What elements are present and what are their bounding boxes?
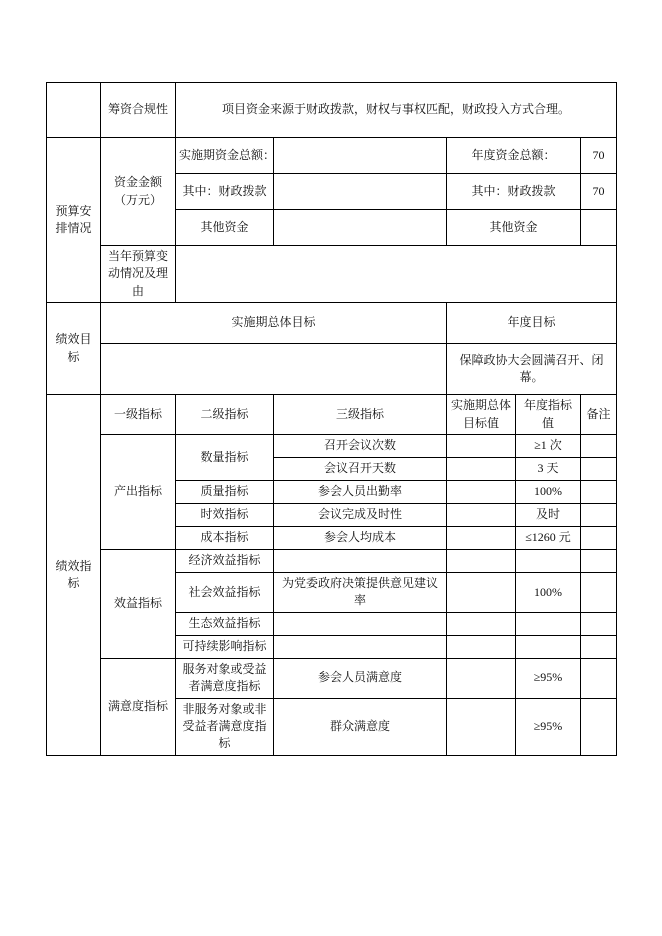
indicator-level2: 社会效益指标: [176, 572, 274, 612]
indicator-header-remark: 备注: [581, 395, 617, 435]
indicator-annual-target[interactable]: ≥95%: [516, 698, 581, 755]
indicator-level2: 数量指标: [176, 434, 274, 480]
indicator-annual-target[interactable]: [516, 635, 581, 658]
table-row-indicator: [47, 434, 617, 457]
performance-goal-annual-header: 年度目标: [447, 303, 617, 344]
indicator-level3: 会议召开天数: [274, 457, 447, 480]
budget-impl-total-label: 实施期资金总额：: [176, 138, 274, 174]
indicator-level1-output: 产出指标: [101, 434, 176, 549]
indicator-impl-target[interactable]: [447, 572, 516, 612]
indicator-level3: 参会人员出勤率: [274, 480, 447, 503]
performance-goal-impl-value[interactable]: [101, 344, 447, 395]
indicator-remark[interactable]: [581, 612, 617, 635]
indicator-level3: 参会人均成本: [274, 526, 447, 549]
indicator-level1-benefit: 效益指标: [101, 549, 176, 658]
indicator-level3: 为党委政府决策提供意见建议率: [274, 572, 447, 612]
indicator-impl-target[interactable]: [447, 635, 516, 658]
indicator-level3: [274, 549, 447, 572]
indicator-annual-target[interactable]: [516, 549, 581, 572]
budget-change-value[interactable]: [176, 246, 617, 303]
budget-annual-other-label: 其他资金: [447, 210, 581, 246]
indicator-annual-target[interactable]: 100%: [516, 572, 581, 612]
indicator-level1-satisfaction: 满意度指标: [101, 658, 176, 755]
indicator-level3: 参会人员满意度: [274, 658, 447, 698]
indicator-annual-target[interactable]: [516, 612, 581, 635]
performance-goal-table: [46, 82, 617, 756]
indicator-remark[interactable]: [581, 549, 617, 572]
indicator-remark[interactable]: [581, 658, 617, 698]
budget-annual-appropriation-value[interactable]: 70: [581, 174, 617, 210]
indicator-remark[interactable]: [581, 503, 617, 526]
budget-amount-label: 资金金额（万元）: [101, 138, 176, 246]
indicator-remark[interactable]: [581, 434, 617, 457]
indicator-annual-target[interactable]: 3 天: [516, 457, 581, 480]
budget-annual-total-label: 年度资金总额：: [447, 138, 581, 174]
budget-impl-total-value[interactable]: [274, 138, 447, 174]
table-row-indicator: [47, 658, 617, 698]
budget-impl-appropriation-label: 其中：财政拨款: [176, 174, 274, 210]
indicator-level2: 生态效益指标: [176, 612, 274, 635]
indicator-header-annual-target: 年度指标值: [516, 395, 581, 435]
budget-change-label: 当年预算变动情况及理由: [101, 246, 176, 303]
indicator-level2: 质量指标: [176, 480, 274, 503]
indicator-impl-target[interactable]: [447, 480, 516, 503]
indicator-impl-target[interactable]: [447, 698, 516, 755]
indicator-level3: 群众满意度: [274, 698, 447, 755]
empty-corner-cell: [47, 83, 101, 138]
table-row-goal-values: [47, 344, 617, 395]
indicator-header-level3: 三级指标: [274, 395, 447, 435]
indicator-annual-target[interactable]: 100%: [516, 480, 581, 503]
performance-goal-annual-value[interactable]: 保障政协大会圆满召开、闭幕。: [447, 344, 617, 395]
indicator-annual-target[interactable]: ≥95%: [516, 658, 581, 698]
indicator-level2: 服务对象或受益者满意度指标: [176, 658, 274, 698]
indicator-level2: 时效指标: [176, 503, 274, 526]
indicator-impl-target[interactable]: [447, 526, 516, 549]
indicator-remark[interactable]: [581, 698, 617, 755]
indicator-remark[interactable]: [581, 572, 617, 612]
budget-annual-appropriation-label: 其中：财政拨款: [447, 174, 581, 210]
indicator-impl-target[interactable]: [447, 612, 516, 635]
performance-goal-impl-header: 实施期总体目标: [101, 303, 447, 344]
budget-section-label: 预算安排情况: [47, 138, 101, 303]
indicator-level2: 成本指标: [176, 526, 274, 549]
indicator-impl-target[interactable]: [447, 434, 516, 457]
indicator-annual-target[interactable]: ≥1 次: [516, 434, 581, 457]
indicator-impl-target[interactable]: [447, 658, 516, 698]
indicator-level3: [274, 612, 447, 635]
budget-annual-other-value[interactable]: [581, 210, 617, 246]
indicators-section-label: 绩效指标: [47, 395, 101, 756]
budget-annual-total-value[interactable]: 70: [581, 138, 617, 174]
indicator-impl-target[interactable]: [447, 457, 516, 480]
indicator-level3: 召开会议次数: [274, 434, 447, 457]
indicator-impl-target[interactable]: [447, 549, 516, 572]
funding-compliance-label: 筹资合规性: [101, 83, 176, 138]
budget-impl-other-label: 其他资金: [176, 210, 274, 246]
indicator-header-level2: 二级指标: [176, 395, 274, 435]
indicator-level3: 会议完成及时性: [274, 503, 447, 526]
table-row-indicator-header: [47, 395, 617, 435]
budget-impl-other-value[interactable]: [274, 210, 447, 246]
budget-impl-appropriation-value[interactable]: [274, 174, 447, 210]
performance-goal-form: [46, 82, 616, 756]
indicator-level2: 非服务对象或非受益者满意度指标: [176, 698, 274, 755]
indicator-annual-target[interactable]: ≤1260 元: [516, 526, 581, 549]
table-row-budget-total: [47, 138, 617, 174]
indicator-header-impl-target: 实施期总体目标值: [447, 395, 516, 435]
indicator-level2: 经济效益指标: [176, 549, 274, 572]
indicator-level3: [274, 635, 447, 658]
table-row-goal-header: [47, 303, 617, 344]
table-row-funding-compliance: [47, 83, 617, 138]
indicator-annual-target[interactable]: 及时: [516, 503, 581, 526]
indicator-remark[interactable]: [581, 635, 617, 658]
indicator-remark[interactable]: [581, 526, 617, 549]
table-row-budget-change: [47, 246, 617, 303]
funding-compliance-text: 项目资金来源于财政拨款，财权与事权匹配，财政投入方式合理。: [176, 83, 617, 138]
performance-goal-section-label: 绩效目标: [47, 303, 101, 395]
indicator-remark[interactable]: [581, 480, 617, 503]
table-body: [47, 83, 617, 756]
indicator-impl-target[interactable]: [447, 503, 516, 526]
indicator-level2: 可持续影响指标: [176, 635, 274, 658]
indicator-remark[interactable]: [581, 457, 617, 480]
indicator-header-level1: 一级指标: [101, 395, 176, 435]
table-row-indicator: [47, 549, 617, 572]
